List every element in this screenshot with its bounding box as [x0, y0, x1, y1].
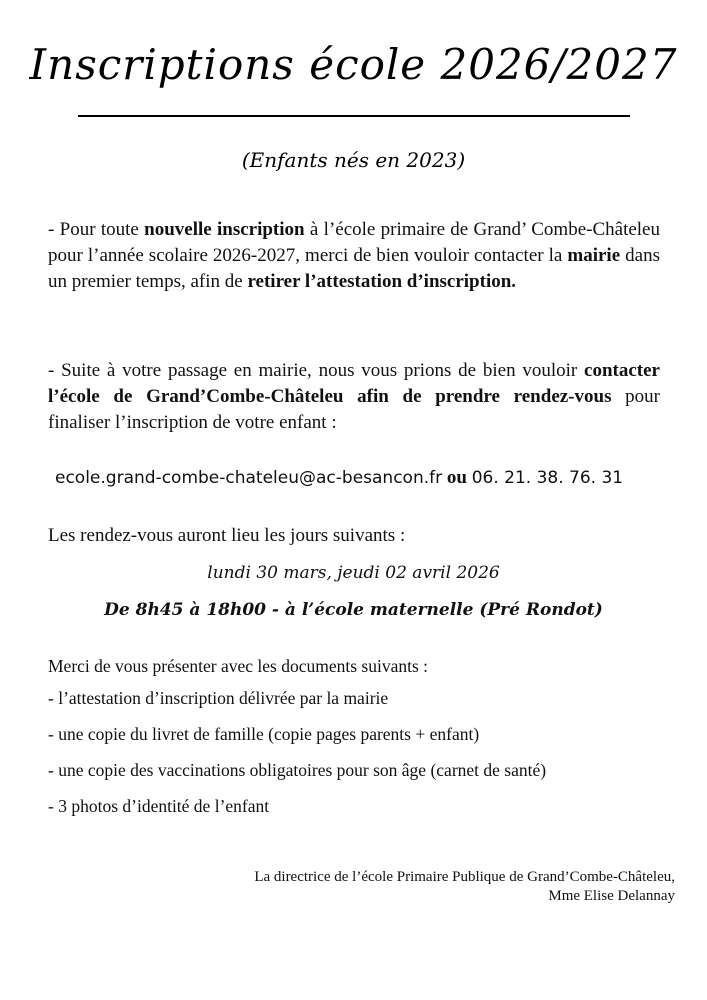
appointments-intro: Les rendez-vous auront lieu les jours suivants : — [48, 525, 406, 546]
signature-title: La directrice de l’école Primaire Publique de Grand’Combe-Châteleu, — [254, 869, 675, 885]
list-item: - une copie des vaccinations obligatoires pour son âge (carnet de santé) — [48, 760, 547, 780]
paragraph2-text-2: pour finaliser l’inscription de votre enfant : — [48, 386, 660, 433]
paragraph1-text-3: dans un premier temps, afin de — [48, 245, 661, 292]
documents-section — [48, 652, 546, 824]
appointment-dates: lundi 30 mars, jeudi 02 avril 2026 — [207, 563, 500, 583]
phone-number[interactable]: 06. 21. 38. 76. 31 — [471, 468, 624, 488]
paragraph1-text-1: - Pour toute — [48, 219, 145, 240]
signature-block — [254, 868, 675, 906]
title-underline — [78, 115, 630, 117]
documents-intro: Merci de vous présenter avec les documents suivants : — [48, 656, 429, 676]
list-item: - une copie du livret de famille (copie pages parents + enfant) — [48, 724, 480, 744]
paragraph2-bold-1: contacter l’école de Grand’Combe-Châteleu afin de prendre rendez-vous — [48, 360, 660, 407]
appointment-hours: De 8h45 à 18h00 - à l’école maternelle (Pré Rondot) — [104, 600, 603, 620]
list-item: - 3 photos d’identité de l’enfant — [48, 796, 270, 816]
signature-name: Mme Elise Delannay — [548, 888, 675, 904]
contact-separator: ou — [446, 467, 467, 488]
documents-list — [48, 680, 546, 824]
paragraph2-text-1: - Suite à votre passage en mairie, nous vous prions de bien vouloir — [48, 360, 585, 381]
list-item: - l’attestation d’inscription délivrée par la mairie — [48, 688, 389, 708]
paragraph1-bold-2: mairie — [567, 245, 621, 266]
page-title: Inscriptions école 2026/2027 — [29, 40, 678, 89]
email-link[interactable]: ecole.grand-combe-chateleu@ac-besancon.fr — [55, 468, 443, 488]
contact-school-paragraph — [48, 358, 660, 436]
page-subtitle: (Enfants nés en 2023) — [241, 148, 466, 172]
paragraph1-text-2: à l’école primaire de Grand’ Combe-Châteleu pour l’année scolaire 2026-2027, merci de bien vouloir contacter la — [48, 219, 660, 266]
paragraph1-bold-3: retirer l’attestation d’inscription. — [247, 271, 517, 292]
paragraph1-bold-1: nouvelle inscription — [144, 219, 305, 240]
registration-paragraph — [48, 217, 660, 295]
contact-line — [55, 467, 675, 489]
